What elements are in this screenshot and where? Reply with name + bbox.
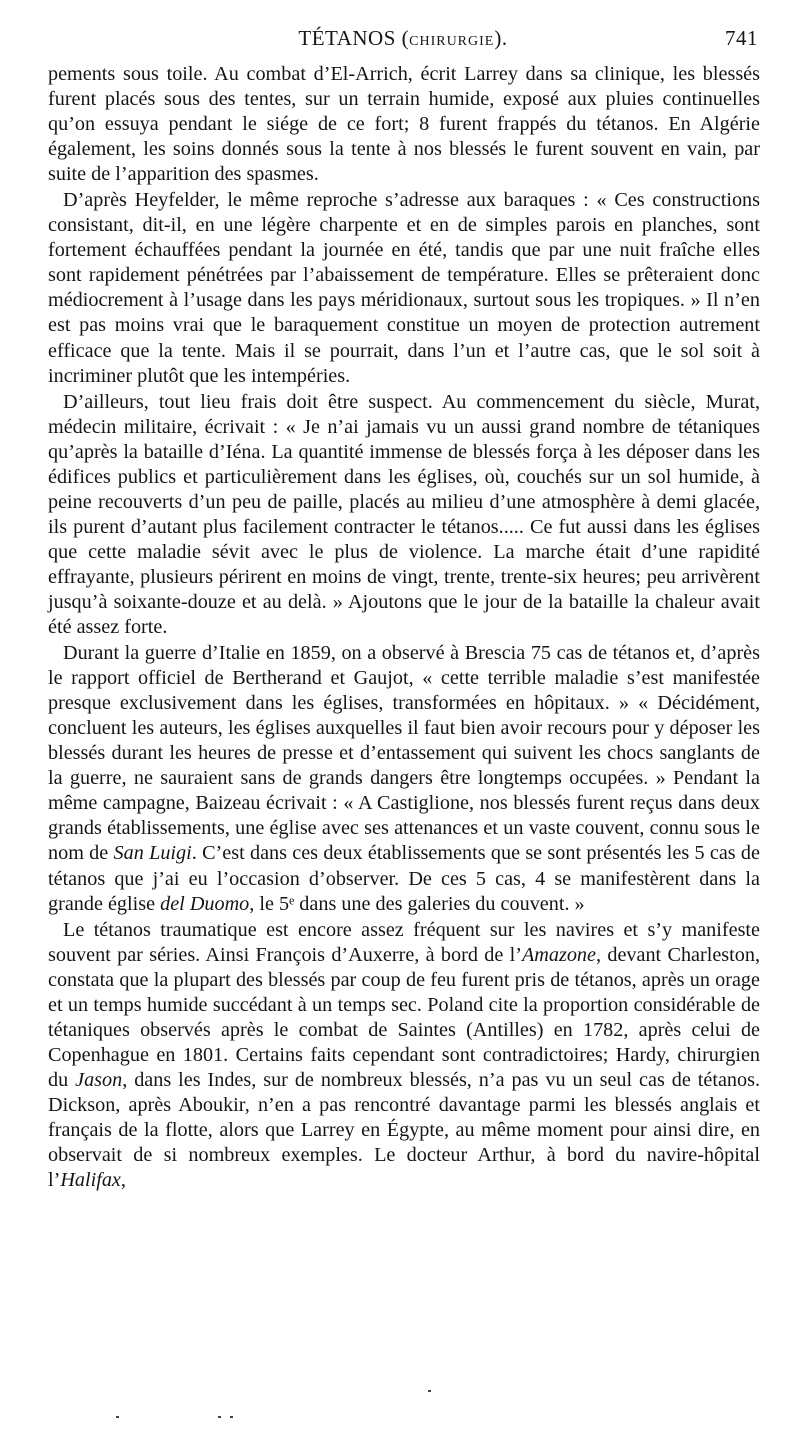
running-title-paren-open: ( — [395, 26, 410, 50]
text-run: . C’est dans ces deux établissements que se sont présentés les 5 cas de tétanos que j’ai eu l’occasion d’observer. De ces 5 cas, 4 se manifestèrent dans la grande église — [48, 842, 760, 915]
paragraph — [48, 62, 760, 187]
text-run: D’ailleurs, tout lieu frais doit être suspect. Au commencement du siècle, Murat, médecin militaire, écrivait : « Je n’ai jamais vu un aussi grand nombre de tétaniques qu’après la bataille d’Iéna. La quantité immense de blessés força à les déposer dans les édifices publics et particulièrement dans les églises, où, couchés sur un sol humide, à peine recouverts d’un peu de paille, placés au milieu d’une atmosphère à demi glacée, ils purent d’autant plus facilement contracter le tétanos..... Ce fut aussi dans les églises que cette maladie sévit avec le plus de violence. La marche était d’une rapidité effrayante, plusieurs périrent en moins de vingt, trente, trente-six heures; peu arrivèrent jusqu’à soixante-douze et au delà. » Ajoutons que le jour de la bataille la chaleur avait été assez forte. — [48, 390, 760, 639]
text-run: D’après Heyfelder, le même reproche s’adresse aux baraques : « Ces constructions consistant, dit-il, en une légère charpente et en de simples parois en planches, sont fortement échauffées pendant la journée en été, tandis que par une nuit fraîche elles sont rapidement pénétrées par l’abaissement de température. Elles se prêteraient donc médiocrement à l’usage dans les pays méridionaux, surtout sous les tropiques. » Il n’en est pas moins vrai que le baraquement constitue un moyen de protection autrement efficace que la tente. Mais il se pourrait, dans l’un et l’autre cas, que le sol soit à incriminer plutôt que les intempéries. — [48, 189, 760, 387]
text-run: , — [120, 1169, 126, 1192]
text-run: , dans les Indes, sur de nombreux blessés, n’a pas vu un seul cas de tétanos. Dickson, après Aboukir, n’en a pas rencontré davantage parmi les blessés anglais et français de la flotte, alors que Larrey en Égypte, au même moment pour ainsi dire, en observait de si nombreux exemples. Le docteur Arthur, à bord du navire-hôpital l’ — [48, 1068, 760, 1192]
speck — [230, 1416, 233, 1418]
running-title — [48, 26, 758, 51]
running-title-paren-close: ). — [494, 26, 508, 50]
speck — [428, 1390, 431, 1392]
page-number: 741 — [725, 26, 758, 50]
italic-term: Halifax — [60, 1169, 121, 1192]
text-run: , devant Charleston, constata que la plupart des blessés par coup de feu furent pris de tétanos, après un orage et un temps humide succédant à un temps sec. Poland cite la proportion considérable de tétaniques observés après le combat de Saintes (Antilles) en 1782, après celui de Copenhague en 1801. Certains faits cependant sont contradictoires; Hardy, chirurgien du — [48, 943, 760, 1091]
body-text — [48, 62, 760, 1193]
text-run: , le 5ᵉ dans une des galeries du couvent. » — [249, 892, 585, 915]
paragraph — [48, 188, 760, 388]
running-title-main: TÉTANOS — [298, 26, 396, 50]
paragraph — [48, 641, 760, 917]
text-run: pements sous toile. Au combat d’El-Arrich, écrit Larrey dans sa clinique, les blessés furent placés sous des tentes, sur un terrain humide, exposé aux pluies continuelles qu’on essuya pendant le siége de ce fort; 8 furent frappés du tétanos. En Algérie également, les soins donnés sous la tente à nos blessés le furent souvent en vain, par suite de l’apparition des spasmes. — [48, 63, 760, 186]
running-title-section: CHIRURGIE — [409, 34, 495, 49]
paragraph — [48, 390, 760, 640]
italic-term: San Luigi — [113, 842, 192, 865]
page-specks — [48, 1416, 760, 1426]
page-header — [48, 26, 758, 56]
speck — [116, 1416, 119, 1418]
text-run: Le tétanos traumatique est encore assez fréquent sur les navires et s’y manifeste souvent par séries. Ainsi François d’Auxerre, à bord de l’ — [48, 918, 760, 966]
italic-term: del Duomo — [160, 892, 250, 915]
italic-term: Jason — [75, 1068, 123, 1091]
speck — [218, 1416, 221, 1418]
text-run: Durant la guerre d’Italie en 1859, on a observé à Brescia 75 cas de tétanos et, d’après le rapport officiel de Bertherand et Gaujot, « cette terrible maladie s’est manifestée presque exclusivement dans les églises, transformées en hôpitaux. » « Décidément, concluent les auteurs, les églises auxquelles il faut bien avoir recours pour y déposer les blessés durant les heures de presse et d’entassement qui suivent les chocs sanglants de la guerre, ne sauraient sans de grands dangers être longtemps occupées. » Pendant la même campagne, Baizeau écrivait : « A Castiglione, nos blessés furent reçus dans deux grands établissements, une église avec ses attenances et un vaste couvent, connu sous le nom de — [48, 642, 760, 865]
italic-term: Amazone — [521, 943, 596, 966]
paragraph — [48, 918, 760, 1194]
